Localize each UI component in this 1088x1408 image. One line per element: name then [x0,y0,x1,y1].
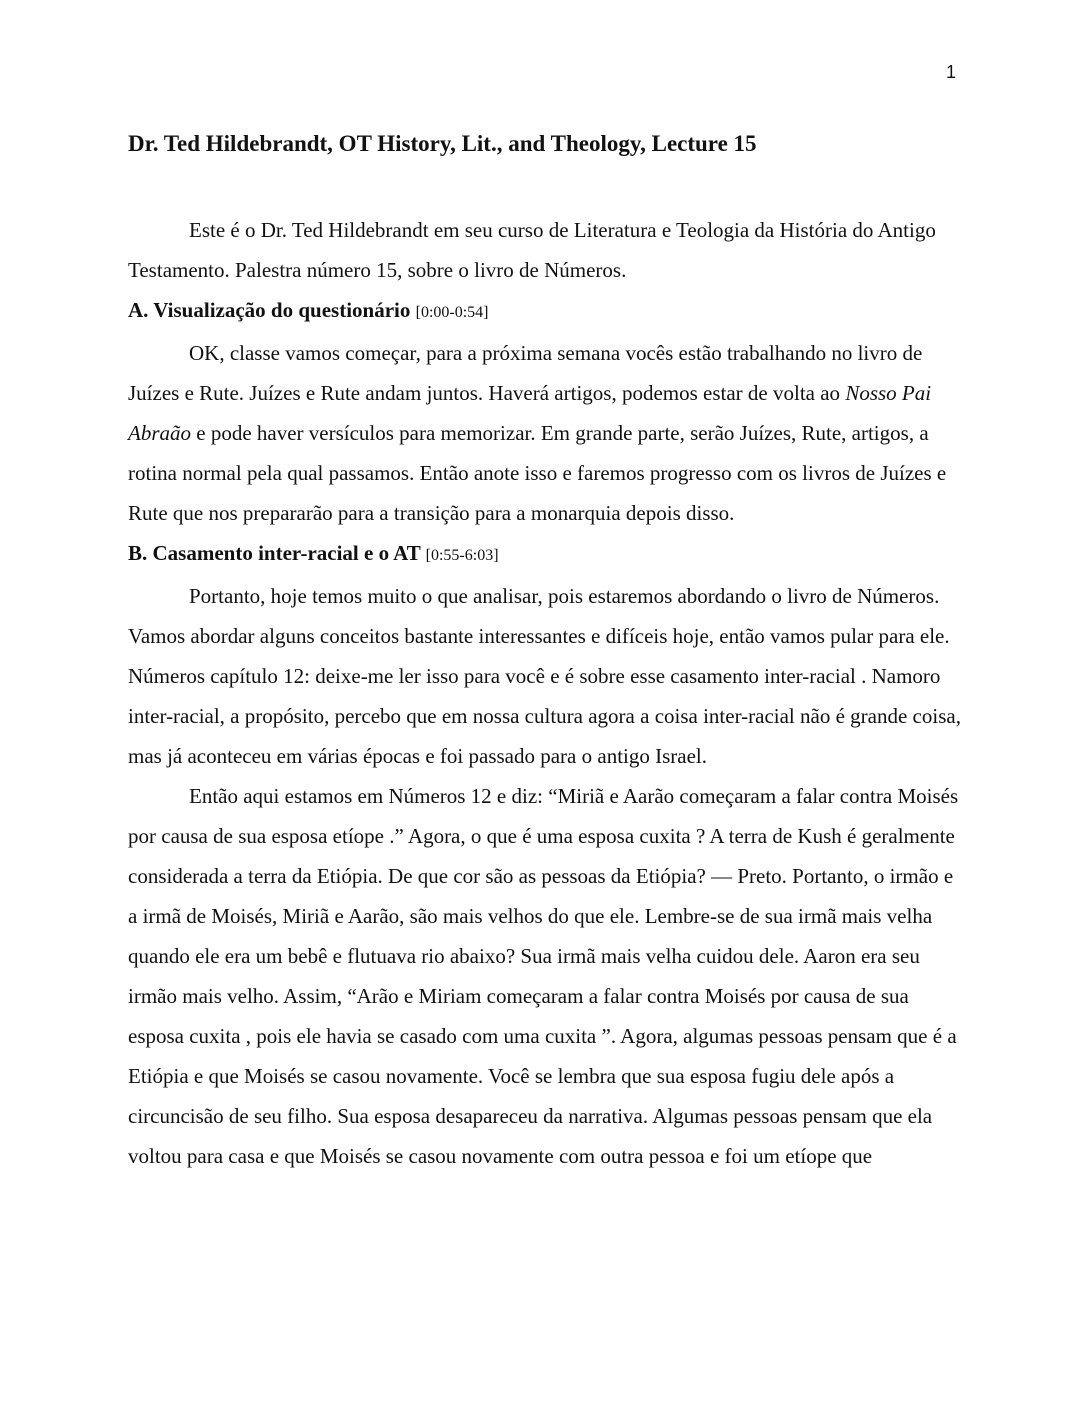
section-b-heading-text: B. Casamento inter-racial e o AT [128,541,421,565]
book-title-italic: Nosso Pai Abraão [128,381,932,445]
document-title: Dr. Ted Hildebrandt, OT History, Lit., and Theology, Lecture 15 [128,131,757,156]
document-body [128,128,962,1176]
section-a-heading-text: A. Visualização do questionário [128,298,411,322]
section-b-paragraph-2: Então aqui estamos em Números 12 e diz: “Miriã e Aarão começaram a falar contra Moisés por causa de sua esposa etíope .” Agora, o que é uma esposa cuxita ? A terra de Kush é geralmente considerada a terra da Etiópia. De que cor são as pessoas da Etiópia? — Preto. Portanto, o irmão e a irmã de Moisés, Miriã e Aarão, são mais velhos do que ele. Lembre-se de sua irmã mais velha quando ele era um bebê e flutuava rio abaixo? Sua irmã mais velha cuidou dele. Aaron era seu irmão mais velho. Assim, “Arão e Miriam começaram a falar contra Moisés por causa de sua esposa cuxita , pois ele havia se casado com uma cuxita ”. Agora, algumas pessoas pensam que é a Etiópia e que Moisés se casou novamente. Você se lembra que sua esposa fugiu dele após a circuncisão de seu filho. Sua esposa desapareceu da narrativa. Algumas pessoas pensam que ela voltou para casa e que Moisés se casou novamente com outra pessoa e foi um etíope que [128,784,959,1168]
page-number: 1 [946,62,957,82]
section-a-text-before: OK, classe vamos começar, para a próxima semana vocês estão trabalhando no livro de Juízes e Rute. Juízes e Rute andam juntos. Haverá artigos, podemos estar de volta ao [128,341,923,405]
section-b-timestamp: [0:55-6:03] [425,547,499,564]
section-a-text-after: e pode haver versículos para memorizar. Em grande parte, serão Juízes, Rute, artigos, a rotina normal pela qual passamos. Então anote isso e faremos progresso com os livros de Juízes e Rute que nos prepararão para a transição para a monarquia depois disso. [128,421,947,525]
section-a-heading [128,290,962,333]
title-spacer [128,160,962,210]
section-a-paragraph [128,333,962,533]
intro-paragraph: Este é o Dr. Ted Hildebrandt em seu curso de Literatura e Teologia da História do Antigo Testamento. Palestra número 15, sobre o livro de Números. [128,218,936,282]
section-b-heading [128,533,962,576]
section-b-paragraph-1: Portanto, hoje temos muito o que analisar, pois estaremos abordando o livro de Números. Vamos abordar alguns conceitos bastante interessantes e difíceis hoje, então vamos pular para ele. Números capítulo 12: deixe-me ler isso para você e é sobre esse casamento inter-racial . Namoro inter-racial, a propósito, percebo que em nossa cultura agora a coisa inter-racial não é grande coisa, mas já aconteceu em várias épocas e foi passado para o antigo Israel. [128,584,961,768]
section-a-timestamp: [0:00-0:54] [415,304,489,321]
